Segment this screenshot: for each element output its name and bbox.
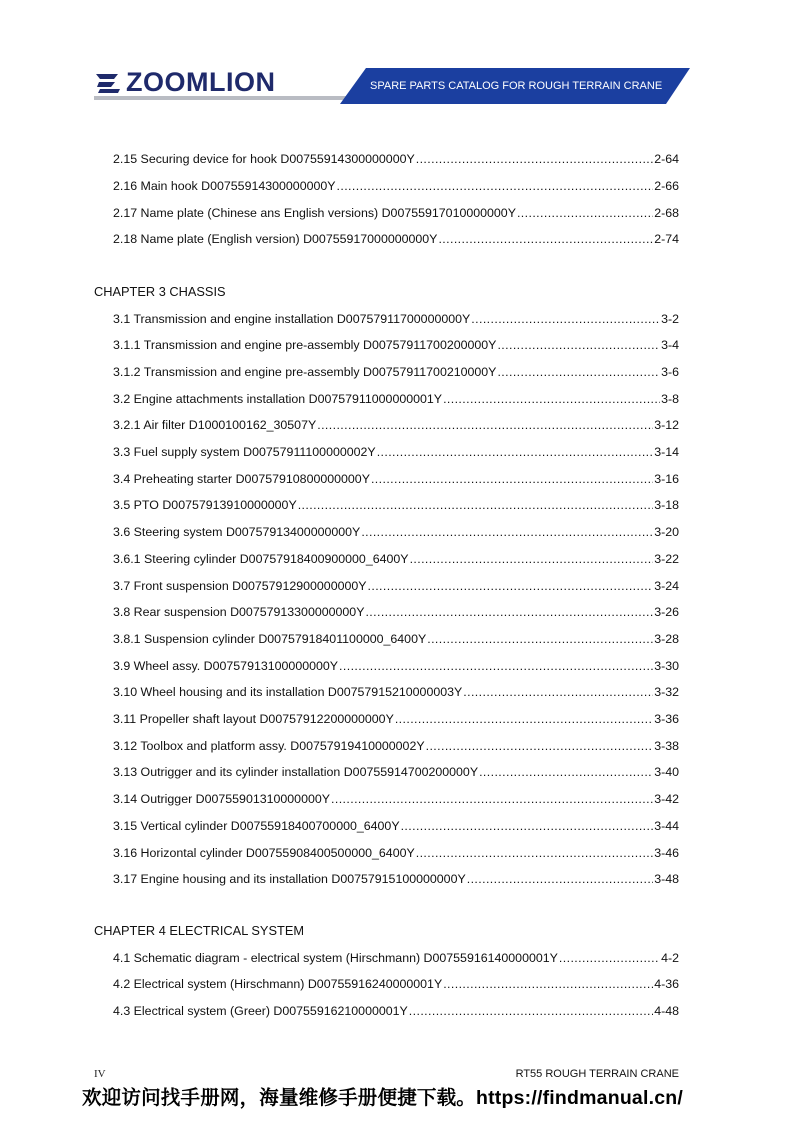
toc-entry[interactable] (113, 391, 679, 407)
toc-entry-title: 2.16 Main hook D00755914300000000Y (113, 178, 336, 193)
toc-entry-title: 3.16 Horizontal cylinder D00755908400500000_6400Y (113, 845, 415, 860)
toc-entry[interactable] (113, 764, 679, 780)
toc-entry[interactable] (113, 871, 679, 887)
toc-leader-dots (377, 444, 654, 460)
toc-leader-dots (443, 391, 660, 407)
zoomlion-logo-icon (94, 70, 122, 94)
toc-entry-page: 3-44 (654, 818, 679, 833)
toc-entry-page: 2-66 (654, 178, 679, 193)
toc-entry-page: 3-24 (654, 578, 679, 593)
toc-leader-dots (416, 845, 653, 861)
toc-entry-page: 3-28 (654, 631, 679, 646)
toc-entry[interactable] (113, 551, 679, 567)
chapter-heading: CHAPTER 4 ELECTRICAL SYSTEM (94, 923, 305, 938)
toc-entry[interactable] (113, 151, 679, 167)
toc-leader-dots (467, 871, 653, 887)
toc-entry-title: 3.5 PTO D00757913910000000Y (113, 498, 297, 513)
toc-entry-page: 3-12 (654, 418, 679, 433)
toc-entry-title: 3.17 Engine housing and its installation D00757915100000000Y (113, 872, 466, 887)
toc-entry-page: 3-42 (654, 792, 679, 807)
toc-entry-title: 2.17 Name plate (Chinese ans English versions) D00755917010000000Y (113, 205, 516, 220)
toc-entry[interactable] (113, 524, 679, 540)
toc-entry[interactable] (113, 417, 679, 433)
toc-entry-page: 3-22 (654, 551, 679, 566)
toc-entry-title: 3.11 Propeller shaft layout D00757912200000000Y (113, 712, 394, 726)
toc-leader-dots (416, 151, 653, 167)
toc-entry[interactable] (113, 711, 679, 727)
toc-entry[interactable] (113, 337, 679, 353)
toc-leader-dots (371, 471, 653, 487)
toc-leader-dots (368, 578, 654, 594)
toc-leader-dots (410, 551, 654, 567)
zoomlion-logo (94, 68, 275, 96)
toc-entry-page: 4-48 (654, 1003, 679, 1018)
toc-entry-title: 3.8.1 Suspension cylinder D00757918401100000_6400Y (113, 631, 427, 646)
toc-entry-page: 3-26 (654, 605, 679, 620)
toc-entry-page: 3-32 (654, 685, 679, 700)
toc-entry[interactable] (113, 497, 679, 513)
toc-entry-title: 4.2 Electrical system (Hirschmann) D00755916240000001Y (113, 977, 443, 992)
toc-entry-title: 2.15 Securing device for hook D00755914300000000Y (113, 152, 415, 166)
toc-entry-title: 3.6 Steering system D00757913400000000Y (113, 525, 361, 540)
toc-entry-title: 3.12 Toolbox and platform assy. D00757919410000002Y (113, 738, 425, 753)
toc-entry-title: 3.14 Outrigger D00755901310000000Y (113, 792, 331, 807)
toc-leader-dots (497, 337, 660, 353)
toc-leader-dots (339, 658, 653, 674)
toc-entry-title: 4.1 Schematic diagram - electrical system (Hirschmann) D00755916140000001Y (113, 950, 558, 965)
toc-entry-page: 2-64 (654, 152, 679, 166)
toc-entry-page: 4-2 (661, 950, 679, 965)
watermark-text: 欢迎访问找手册网，海量维修手册便捷下载。https://findmanual.cn/ (82, 1087, 683, 1109)
toc-entry-page: 3-30 (654, 658, 679, 673)
page-header (0, 0, 793, 110)
toc-entry[interactable] (113, 471, 679, 487)
toc-entry[interactable] (113, 604, 679, 620)
toc-entry-title: 3.2 Engine attachments installation D00757911000000001Y (113, 391, 443, 406)
toc-entry-title: 4.3 Electrical system (Greer) D00755916210000001Y (113, 1003, 408, 1018)
toc-entry-page: 3-2 (661, 311, 679, 326)
toc-entry[interactable] (113, 631, 679, 647)
toc-leader-dots (443, 976, 653, 992)
toc-leader-dots (337, 178, 654, 194)
toc-entry-title: 3.10 Wheel housing and its installation D00757915210000003Y (113, 685, 463, 700)
toc-entry-page: 3-4 (661, 338, 679, 353)
toc-leader-dots (401, 818, 654, 834)
toc-entry-title: 2.18 Name plate (English version) D00755917000000000Y (113, 232, 438, 247)
page-number: IV (94, 1068, 106, 1080)
toc-entry-title: 3.6.1 Steering cylinder D00757918400900000_6400Y (113, 551, 409, 566)
toc-leader-dots (331, 791, 653, 807)
footer-model: RT55 ROUGH TERRAIN CRANE (515, 1068, 679, 1080)
toc-entry[interactable] (113, 684, 679, 700)
toc-leader-dots (471, 311, 660, 327)
toc-entry[interactable] (113, 578, 679, 594)
toc-entry-page: 3-48 (654, 872, 679, 887)
toc-entry[interactable] (113, 205, 679, 221)
toc-leader-dots (409, 1003, 653, 1019)
toc-leader-dots (427, 631, 653, 647)
toc-entry[interactable] (113, 950, 679, 966)
toc-entry[interactable] (113, 845, 679, 861)
toc-leader-dots (395, 711, 653, 727)
toc-entry-page: 2-74 (654, 232, 679, 247)
toc-entry-page: 3-36 (654, 712, 679, 726)
toc-entry-page: 3-8 (661, 391, 679, 406)
toc-entry[interactable] (113, 738, 679, 754)
toc-leader-dots (317, 417, 653, 433)
toc-entry-title: 3.9 Wheel assy. D00757913100000000Y (113, 658, 339, 673)
toc-entry[interactable] (113, 791, 679, 807)
toc-entry-page: 3-46 (654, 845, 679, 860)
toc-entry-page: 3-6 (661, 364, 679, 379)
toc-leader-dots (298, 497, 653, 513)
toc-leader-dots (497, 364, 660, 380)
toc-entry-title: 3.4 Preheating starter D00757910800000000Y (113, 471, 370, 486)
toc-entry-title: 3.7 Front suspension D00757912900000000Y (113, 578, 367, 593)
chapter-heading: CHAPTER 3 CHASSIS (94, 284, 226, 299)
toc-leader-dots (438, 231, 653, 247)
toc-entry[interactable] (113, 818, 679, 834)
toc-leader-dots (426, 738, 654, 754)
toc-entry[interactable] (113, 178, 679, 194)
toc-leader-dots (361, 524, 653, 540)
toc-entry-page: 3-38 (654, 738, 679, 753)
toc-entry-title: 3.1 Transmission and engine installation D00757911700000000Y (113, 311, 471, 326)
toc-entry-title: 3.1.1 Transmission and engine pre-assembly D00757911700200000Y (113, 338, 497, 353)
toc-entry-page: 3-16 (654, 471, 679, 486)
toc-entry-title: 3.1.2 Transmission and engine pre-assembly D00757911700210000Y (113, 364, 497, 379)
toc-entry[interactable] (113, 658, 679, 674)
toc-entry-page: 3-18 (654, 498, 679, 513)
toc-entry[interactable] (113, 311, 679, 327)
toc-entry-title: 3.8 Rear suspension D00757913300000000Y (113, 605, 365, 620)
toc-entry-title: 3.3 Fuel supply system D00757911100000002Y (113, 445, 376, 459)
catalog-title: SPARE PARTS CATALOG FOR ROUGH TERRAIN CRANE (370, 80, 663, 92)
toc-leader-dots (365, 604, 653, 620)
toc-leader-dots (479, 764, 653, 780)
toc-leader-dots (517, 205, 653, 221)
toc-entry-page: 3-20 (654, 525, 679, 540)
toc-leader-dots (463, 684, 653, 700)
toc-entry[interactable] (113, 364, 679, 380)
toc-leader-dots (559, 950, 660, 966)
toc-entry[interactable] (113, 231, 679, 247)
toc-entry-title: 3.2.1 Air filter D1000100162_30507Y (113, 418, 317, 433)
toc-entry[interactable] (113, 976, 679, 992)
toc-entry-page: 4-36 (654, 977, 679, 992)
toc-entry-title: 3.15 Vertical cylinder D00755918400700000_6400Y (113, 818, 400, 833)
toc-entry-page: 3-14 (654, 445, 679, 459)
toc-entry[interactable] (113, 1003, 679, 1019)
toc-entry-page: 3-40 (654, 765, 679, 780)
toc-entry[interactable] (113, 444, 679, 460)
toc-entry-title: 3.13 Outrigger and its cylinder installation D00755914700200000Y (113, 765, 479, 780)
toc-entry-page: 2-68 (654, 205, 679, 220)
logo-text: ZOOMLION (126, 67, 276, 97)
